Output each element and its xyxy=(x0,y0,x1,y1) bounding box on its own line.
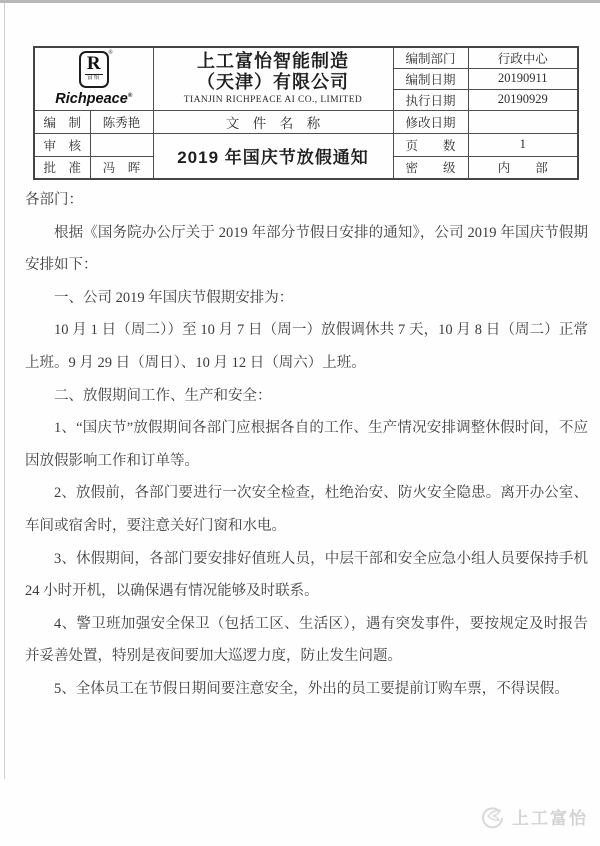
meta-value-security-level: 内 部 xyxy=(468,156,578,179)
company-name-cn-line1: 上工富怡智能制造 xyxy=(197,51,349,72)
scan-top-edge xyxy=(0,0,600,3)
meta-label-prepared-dept: 编制部门 xyxy=(393,47,468,68)
notice-body xyxy=(25,184,588,706)
document-title: 2019 年国庆节放假通知 xyxy=(153,133,393,179)
company-name-cn-line2: （天津）有限公司 xyxy=(197,71,349,92)
sign-value-reviewed-by xyxy=(90,133,153,156)
meta-label-page-count: 页 数 xyxy=(393,133,468,156)
paragraph-holiday-schedule: 10 月 1 日（周二））至 10 月 7 日（周一）放假调休共 7 天，10 月 8 日（周二）正常上班。9 月 29 日（周日）、10 月 12 日（周六）上班。 xyxy=(25,322,588,371)
meta-label-revision-date: 修改日期 xyxy=(393,110,468,133)
footer-watermark xyxy=(479,803,588,829)
document-header-table xyxy=(33,46,579,180)
meta-label-prepared-date: 编制日期 xyxy=(393,68,468,89)
company-name-en: TIANJIN RICHPEACE AI CO., LIMITED xyxy=(183,95,363,106)
sign-value-prepared-by: 陈秀艳 xyxy=(90,110,153,133)
scan-left-edge xyxy=(4,3,5,779)
file-name-label: 文 件 名 称 xyxy=(153,110,393,133)
paragraph-item3: 3、休假期间，各部门要安排好值班人员，中层干部和安全应急小组人员要保持手机 24 小时开机，以确保遇有情况能够及时联系。 xyxy=(25,550,588,600)
meta-value-revision-date xyxy=(468,110,578,133)
sign-label-reviewed-by: 审 核 xyxy=(34,133,90,156)
registered-mark-icon: ® xyxy=(108,49,113,56)
paragraph-item2: 2、放假前，各部门要进行一次安全检查，杜绝治安、防火安全隐患。离开办公室、车间或宿舍时，要注意关好门窗和水电。 xyxy=(25,485,588,534)
sign-label-prepared-by: 编 制 xyxy=(34,110,90,133)
paragraph-basis: 根据《国务院办公厅关于 2019 年部分节假日安排的通知》，公司 2019 年国庆节假期安排如下： xyxy=(25,224,588,274)
meta-label-security-level: 密 级 xyxy=(393,156,468,179)
paragraph-item5: 5、全体员工在节假日期间要注意安全，外出的员工要提前订购车票，不得误假。 xyxy=(54,680,569,697)
registered-mark-icon: ® xyxy=(127,92,133,99)
meta-value-page-count: 1 xyxy=(468,133,578,156)
paragraph-item1: 1、“国庆节”放假期间各部门应根据各自的工作、生产情况安排调整休假时间，不应因放假影响工作和订单等。 xyxy=(25,420,588,469)
richpeace-watermark-icon xyxy=(479,803,505,829)
watermark-text: 上工富怡 xyxy=(512,808,588,828)
richpeace-logo-icon xyxy=(79,49,113,88)
logo-r-letter: R xyxy=(86,52,101,74)
paragraph-section1-heading: 一、公司 2019 年国庆节假期安排为： xyxy=(54,289,294,306)
paragraph-item4: 4、警卫班加强安全保卫（包括工区、生活区），遇有突发事件，要按规定及时报告并妥善处置，特别是夜间要加大巡逻力度，防止发生问题。 xyxy=(25,615,588,665)
salutation: 各部门： xyxy=(25,192,83,208)
meta-label-effective-date: 执行日期 xyxy=(393,89,468,110)
meta-value-prepared-date: 20190911 xyxy=(468,68,578,89)
paragraph-section2-heading: 二、放假期间工作、生产和安全： xyxy=(54,387,272,404)
company-name-cell xyxy=(153,47,393,110)
company-logo-cell xyxy=(34,47,153,110)
meta-value-prepared-dept: 行政中心 xyxy=(468,47,578,68)
logo-cn-sub: 富怡 xyxy=(87,74,101,81)
brand-wordmark: Richpeace® xyxy=(55,90,133,107)
sign-value-approved-by: 冯 晖 xyxy=(90,156,153,179)
meta-value-effective-date: 20190929 xyxy=(468,89,578,110)
sign-label-approved-by: 批 准 xyxy=(34,156,90,179)
